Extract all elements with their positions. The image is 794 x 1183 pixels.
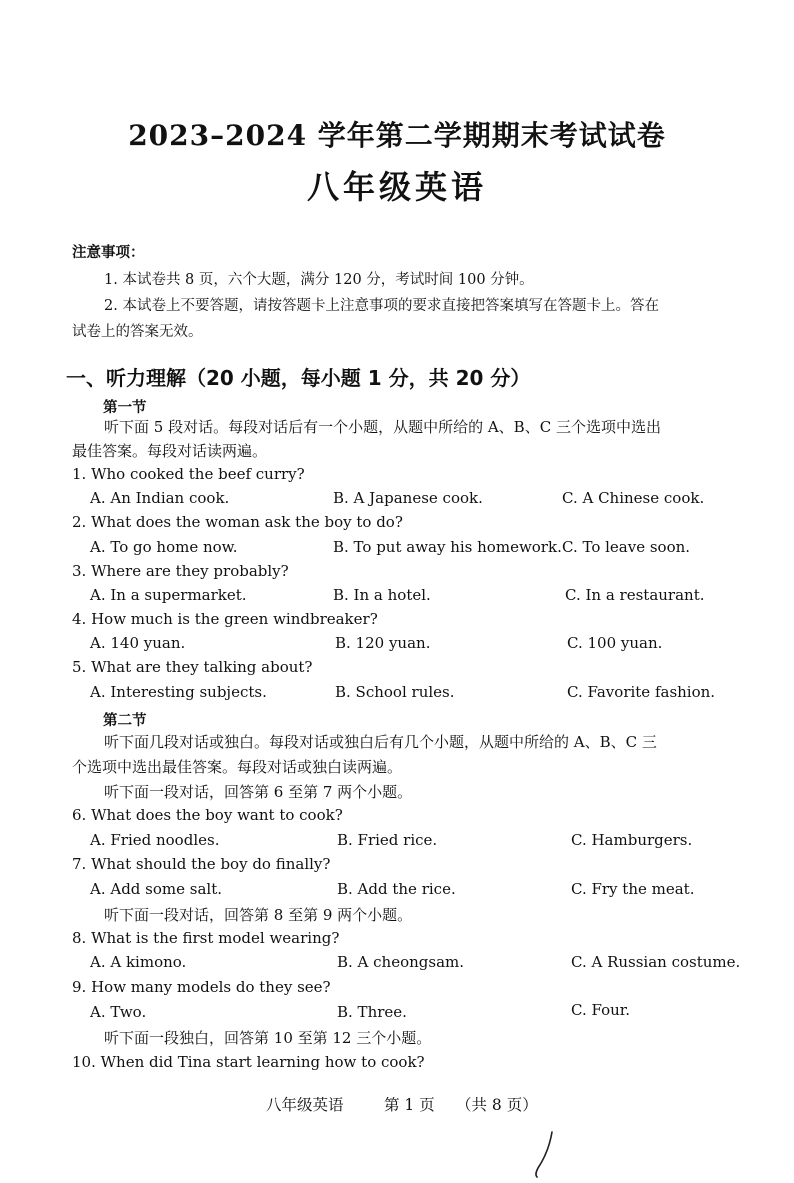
question-6-option-a: A. Fried noodles.: [90, 831, 220, 849]
part-2-subinstruction-2: 听下面一段对话，回答第 8 至第 9 两个小题。: [104, 906, 413, 924]
question-9: 9. How many models do they see?: [72, 978, 331, 996]
question-4-option-b: B. 120 yuan.: [335, 634, 431, 652]
question-1: 1. Who cooked the beef curry?: [72, 465, 305, 483]
question-3-option-b: B. In a hotel.: [333, 586, 431, 604]
footer-page-number: 第 1 页: [384, 1096, 435, 1114]
question-9-option-a: A. Two.: [90, 1003, 147, 1021]
question-2-option-a: A. To go home now.: [90, 538, 238, 556]
note-item-2-line-1: 2. 本试卷上不要答题，请按答题卡上注意事项的要求直接把答案填写在答题卡上。答在: [104, 298, 659, 314]
part-2-instructions-line-2: 个选项中选出最佳答案。每段对话或独白读两遍。: [72, 758, 403, 776]
question-10: 10. When did Tina start learning how to cook?: [72, 1053, 425, 1071]
question-4-option-c: C. 100 yuan.: [567, 634, 663, 652]
exam-subject: 八年级英语: [306, 168, 487, 206]
question-6: 6. What does the boy want to cook?: [72, 806, 343, 824]
part-2-subinstruction-1: 听下面一段对话，回答第 6 至第 7 两个小题。: [104, 783, 413, 801]
question-9-option-b: B. Three.: [337, 1003, 407, 1021]
question-8-option-a: A. A kimono.: [90, 953, 187, 971]
footer-subject: 八年级英语: [266, 1096, 344, 1114]
question-5-option-a: A. Interesting subjects.: [90, 683, 267, 701]
question-8-option-b: B. A cheongsam.: [337, 953, 465, 971]
question-5-option-c: C. Favorite fashion.: [567, 683, 716, 701]
footer-total-pages: （共 8 页）: [456, 1096, 538, 1114]
question-7-option-c: C. Fry the meat.: [571, 880, 695, 898]
question-1-option-a: A. An Indian cook.: [90, 489, 230, 507]
question-8: 8. What is the first model wearing?: [72, 929, 340, 947]
question-2-option-b: B. To put away his homework.: [333, 538, 562, 556]
question-3: 3. Where are they probably?: [72, 562, 289, 580]
section-heading-listening: 一、听力理解（20 小题，每小题 1 分，共 20 分）: [66, 366, 531, 390]
question-3-option-c: C. In a restaurant.: [565, 586, 705, 604]
part-1-instructions-line-1: 听下面 5 段对话。每段对话后有一个小题，从题中所给的 A、B、C 三个选项中选出: [104, 418, 661, 436]
question-7: 7. What should the boy do finally?: [72, 855, 331, 873]
note-item-2-line-2: 试卷上的答案无效。: [72, 324, 203, 340]
question-1-option-c: C. A Chinese cook.: [562, 489, 705, 507]
question-7-option-a: A. Add some salt.: [90, 880, 223, 898]
part-2-subinstruction-3: 听下面一段独白，回答第 10 至第 12 三个小题。: [104, 1029, 432, 1047]
question-8-option-c: C. A Russian costume.: [571, 953, 741, 971]
question-4-option-a: A. 140 yuan.: [90, 634, 186, 652]
pen-stroke-mark: [528, 1130, 558, 1180]
part-label-2: 第二节: [103, 712, 147, 729]
question-5-option-b: B. School rules.: [335, 683, 455, 701]
question-6-option-b: B. Fried rice.: [337, 831, 438, 849]
part-1-instructions-line-2: 最佳答案。每段对话读两遍。: [72, 442, 268, 460]
question-6-option-c: C. Hamburgers.: [571, 831, 693, 849]
question-2: 2. What does the woman ask the boy to do?: [72, 513, 403, 531]
question-7-option-b: B. Add the rice.: [337, 880, 456, 898]
question-4: 4. How much is the green windbreaker?: [72, 610, 378, 628]
notes-heading: 注意事项：: [72, 244, 145, 261]
part-label-1: 第一节: [103, 399, 147, 416]
question-3-option-a: A. In a supermarket.: [90, 586, 247, 604]
question-5: 5. What are they talking about?: [72, 658, 313, 676]
part-2-instructions-line-1: 听下面几段对话或独白。每段对话或独白后有几个小题，从题中所给的 A、B、C 三: [104, 733, 657, 751]
question-9-option-c: C. Four.: [571, 1001, 631, 1019]
question-2-option-c: C. To leave soon.: [562, 538, 691, 556]
note-item-1: 1. 本试卷共 8 页，六个大题，满分 120 分，考试时间 100 分钟。: [104, 272, 534, 288]
question-1-option-b: B. A Japanese cook.: [333, 489, 483, 507]
exam-title: 2023–2024 学年第二学期期末考试试卷: [128, 119, 666, 152]
